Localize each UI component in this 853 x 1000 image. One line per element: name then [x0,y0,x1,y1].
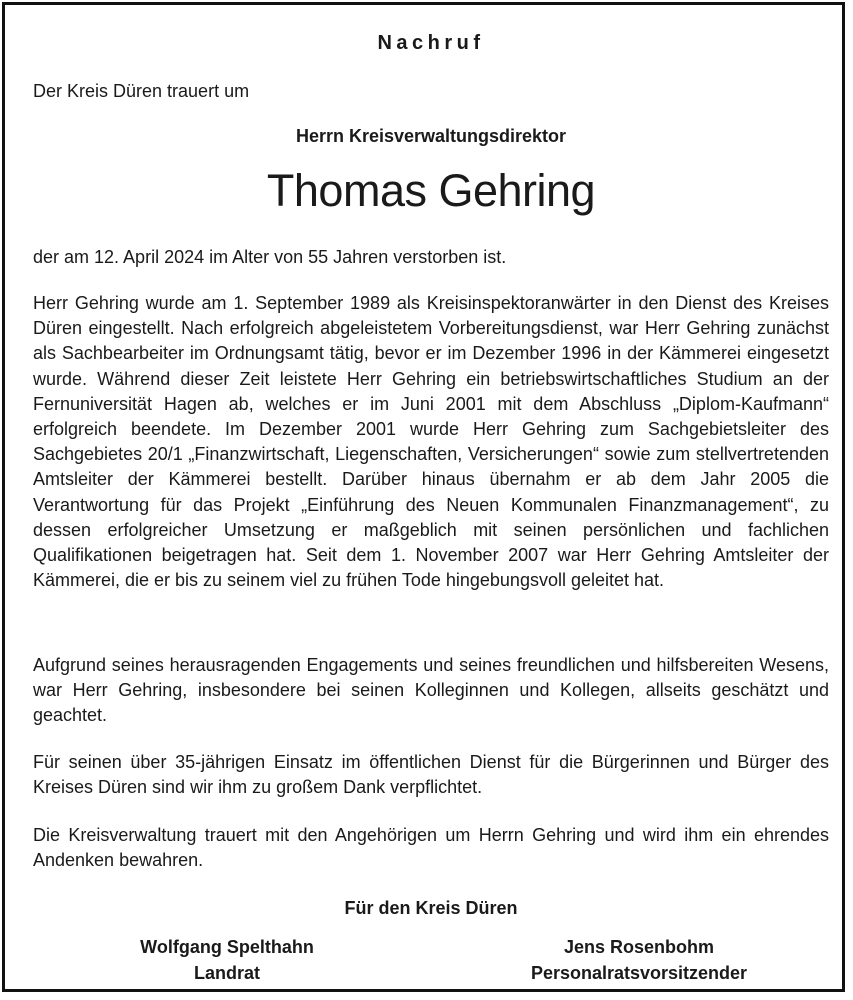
intro-line: Der Kreis Düren trauert um [33,81,250,101]
signatory-left [47,934,407,986]
closing-line: Für den Kreis Düren [344,898,518,918]
signatory-name: Jens Rosenbohm [563,937,715,957]
career-paragraph: Herr Gehring wurde am 1. September 1989 als Kreisinspektoranwärter in den Dienst des Kreises Düren eingestellt. Nach erfolgreich abgeleistetem Vorbereitungsdienst, war Herr Gehring zunächst als Sachbearbeiter im Ordnungsamt tätig, bevor er im Dezember 1996 in der Kämmerei eingesetzt wurde. Während dieser Zeit leistete Herr Gehring ein betriebswirtschaftliches Studium an der Fernuniversität Hagen ab, welches er im Juni 2001 mit dem Abschluss „Diplom-Kaufmann“ erfolgreich beendete. Im Dezember 2001 wurde Herr Gehring zum Sachgebietsleiter des Sachgebietes 20/1 „Finanzwirtschaft, Liegenschaften, Versicherungen“ sowie zum stellvertretenden Amtsleiter der Kämmerei bestellt. Darüber hinaus übernahm er ab dem Jahr 2005 die Verantwortung für das Projekt „Einführung des Neuen Kommunalen Finanzmanagement“, zu dessen erfolgreicher Umsetzung er maßgeblich mit seinen persönlichen und fachlichen Qualifikationen beigetragen hat. Seit dem 1. November 2007 war Herr Gehring Amtsleiter der Kämmerei, die er bis zu seinem viel zu frühen Tode hingebungsvoll geleitet hat. [33,293,829,591]
signatory-role: Personalratsvorsitzender [530,963,748,983]
obituary-frame [2,2,845,992]
signatory-right [459,934,819,986]
appreciation-paragraph: Aufgrund seines herausragenden Engagements und seines freundlichen und hilfsbereiten Wesens, war Herr Gehring, insbesondere bei seinen Kolleginnen und Kollegen, allseits geschätzt und geachtet. [33,655,829,726]
obituary-heading: Nachruf [377,32,485,54]
mourning-paragraph: Die Kreisverwaltung trauert mit den Angehörigen um Herrn Gehring und wird ihm ein ehrendes Andenken bewahren. [33,825,829,871]
signatory-role: Landrat [193,963,260,983]
signatory-name: Wolfgang Spelthahn [140,937,314,957]
death-notice-line: der am 12. April 2024 im Alter von 55 Jahren verstorben ist. [33,247,507,267]
gratitude-paragraph: Für seinen über 35-jährigen Einsatz im öffentlichen Dienst für die Bürgerinnen und Bürger des Kreises Düren sind wir ihm zu großem Dank verpflichtet. [33,752,829,798]
honorific-title: Herrn Kreisverwaltungsdirektor [295,126,567,146]
deceased-name: Thomas Gehring [266,165,596,216]
